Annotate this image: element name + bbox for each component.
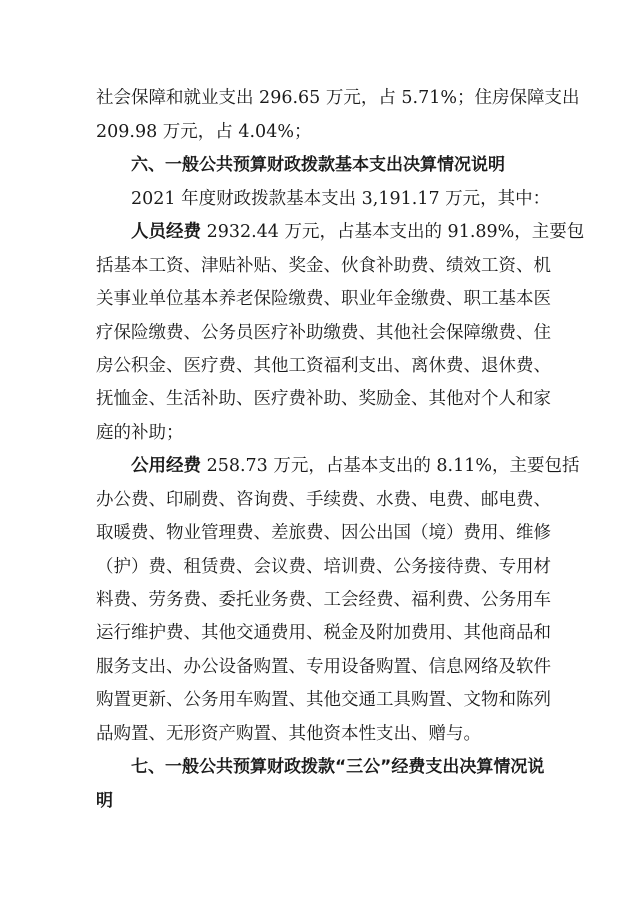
personnel-line-6: 抚恤金、生活补助、医疗费补助、奖励金、其他对个人和家 [96, 389, 551, 409]
section-7-heading-line-1: 七、一般公共预算财政拨款“三公”经费支出决算情况说 [131, 757, 545, 777]
public-line-8: 购置更新、公务用车购置、其他交通工具购置、文物和陈列 [96, 690, 551, 710]
public-line-7: 服务支出、办公设备购置、专用设备购置、信息网络及软件 [96, 657, 551, 677]
personnel-label: 人员经费 [131, 222, 201, 242]
personnel-line-3: 关事业单位基本养老保险缴费、职业年金缴费、职工基本医 [96, 289, 551, 309]
section-7-heading-line-2: 明 [96, 791, 113, 811]
social-security-line-2: 209.98 万元，占 4.04%； [96, 122, 312, 142]
public-line-3: 取暖费、物业管理费、差旅费、因公出国（境）费用、维修 [96, 523, 551, 543]
social-security-line-1: 社会保障和就业支出 296.65 万元，占 5.71%；住房保障支出 [96, 88, 580, 108]
personnel-amount-text: 2932.44 万元，占基本支出的 91.89%，主要包 [201, 222, 585, 242]
public-line-1 [131, 455, 580, 477]
public-line-5: 料费、劳务费、委托业务费、工会经费、福利费、公务用车 [96, 590, 551, 610]
public-line-2: 办公费、印刷费、咨询费、手续费、水费、电费、邮电费、 [96, 490, 551, 510]
public-line-9: 品购置、无形资产购置、其他资本性支出、赠与。 [96, 724, 481, 744]
personnel-line-4: 疗保险缴费、公务员医疗补助缴费、其他社会保障缴费、住 [96, 323, 551, 343]
personnel-line-2: 括基本工资、津贴补贴、奖金、伙食补助费、绩效工资、机 [96, 256, 551, 276]
personnel-line-7: 庭的补助； [96, 423, 184, 443]
public-line-6: 运行维护费、其他交通费用、税金及附加费用、其他商品和 [96, 623, 551, 643]
personnel-line-5: 房公积金、医疗费、其他工资福利支出、离休费、退休费、 [96, 356, 551, 376]
section-6-heading: 六、一般公共预算财政拨款基本支出决算情况说明 [131, 155, 505, 175]
personnel-line-1 [131, 221, 584, 243]
public-amount-text: 258.73 万元，占基本支出的 8.11%，主要包括 [201, 456, 580, 476]
public-line-4: （护）费、租赁费、会议费、培训费、公务接待费、专用材 [96, 557, 551, 577]
section-6-intro: 2021 年度财政拨款基本支出 3,191.17 万元，其中： [131, 189, 551, 209]
public-label: 公用经费 [131, 456, 201, 476]
